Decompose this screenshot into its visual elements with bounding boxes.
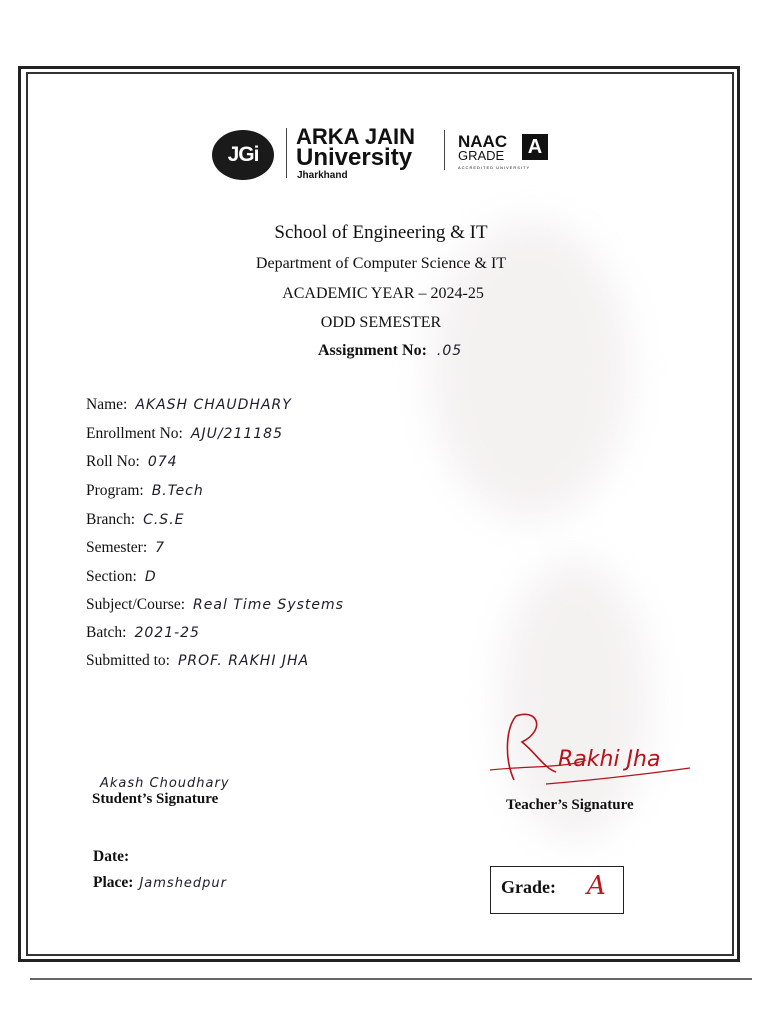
field-label: Roll No: <box>86 453 140 470</box>
field-label: Name: <box>86 396 128 413</box>
field-label: Semester: <box>86 539 148 556</box>
field-label: Submitted to: <box>86 652 170 669</box>
field-label: Subject/Course: <box>86 596 186 613</box>
field-label: Branch: <box>86 511 136 528</box>
naac-subtext: ACCREDITED UNIVERSITY <box>458 165 531 170</box>
field-label: Enrollment No: <box>86 425 183 442</box>
field-value: AJU/211185 <box>190 426 283 442</box>
teacher-signature-label: Teacher’s Signature <box>506 797 634 813</box>
teacher-signature-drawing <box>486 708 696 798</box>
field-submitted-to <box>86 652 309 670</box>
field-value: B.Tech <box>151 483 204 499</box>
date-label: Date: <box>93 848 130 865</box>
field-label: Program: <box>86 482 144 499</box>
school-title: School of Engineering & IT <box>274 222 488 243</box>
naac-grade-label: GRADE <box>458 148 505 163</box>
field-roll-no <box>86 453 178 471</box>
field-section <box>86 568 157 586</box>
department-title: Department of Computer Science & IT <box>255 255 507 272</box>
jgi-logo-badge: JGi <box>212 130 274 180</box>
place-row <box>93 874 227 892</box>
field-value: AKASH CHAUDHARY <box>135 397 292 413</box>
field-value: Real Time Systems <box>193 597 344 613</box>
grade-label: Grade: <box>501 877 556 897</box>
field-label: Batch: <box>86 624 127 641</box>
naac-grade-badge: A <box>522 134 548 160</box>
field-value: 7 <box>155 540 166 556</box>
field-program <box>86 482 204 500</box>
student-signature-label: Student’s Signature <box>92 791 219 807</box>
student-signature: Akash Choudhary <box>100 776 230 791</box>
logo-divider <box>286 128 287 178</box>
assignment-number <box>318 342 462 360</box>
field-branch <box>86 511 185 529</box>
semester-type: ODD SEMESTER <box>320 314 442 331</box>
university-name-line1: ARKA JAIN <box>296 124 415 149</box>
assignment-value: .05 <box>436 343 463 359</box>
field-value: PROF. RAKHI JHA <box>177 653 310 669</box>
assignment-label: Assignment No: <box>318 342 427 359</box>
page-bottom-line <box>30 978 752 980</box>
place-label: Place: <box>93 874 134 891</box>
place-value: Jamshedpur <box>139 876 228 891</box>
field-value: D <box>144 569 157 585</box>
field-subject <box>86 596 344 614</box>
university-location: Jharkhand <box>297 170 348 181</box>
academic-year: ACADEMIC YEAR – 2024-25 <box>282 285 484 302</box>
field-value: 074 <box>147 454 178 470</box>
field-enrollment <box>86 425 283 443</box>
field-value: C.S.E <box>143 512 185 528</box>
grade-value: A <box>587 871 606 901</box>
naac-label: NAAC <box>458 132 508 151</box>
field-name <box>86 396 292 414</box>
logo-divider <box>444 130 445 170</box>
teacher-signature-text: Rakhi Jha <box>558 747 661 772</box>
field-semester <box>86 539 165 557</box>
university-name-line2: University <box>296 144 413 171</box>
field-batch <box>86 624 200 642</box>
grade-box <box>490 866 624 914</box>
field-value: 2021-25 <box>134 625 200 641</box>
field-label: Section: <box>86 568 137 585</box>
